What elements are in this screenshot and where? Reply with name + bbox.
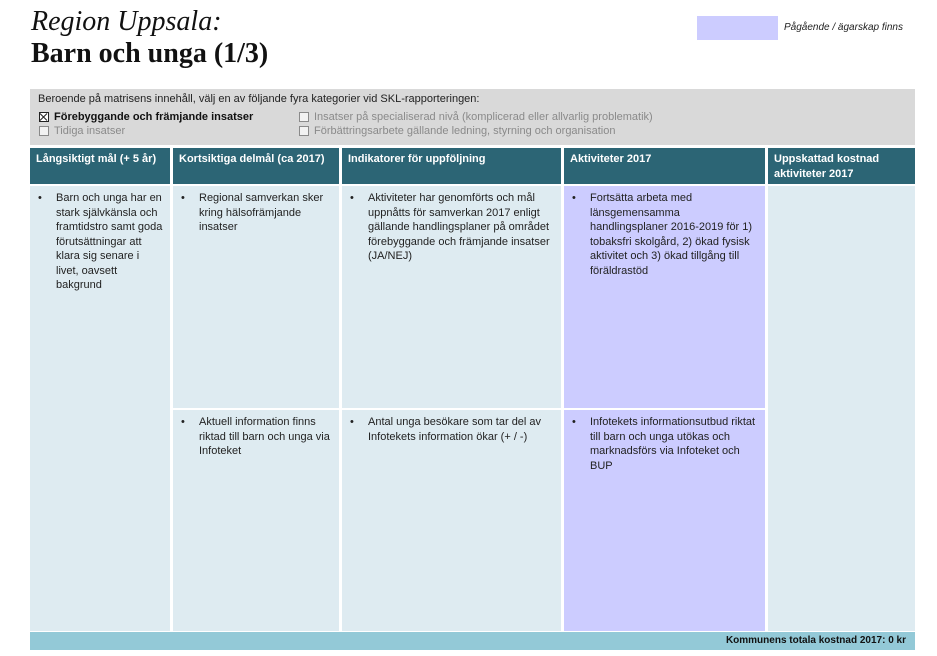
checkbox-icon[interactable]: [299, 126, 309, 136]
header-short-term-goals: Kortsiktiga delmål (ca 2017): [173, 148, 339, 184]
activity-text: Fortsätta arbeta med länsgemensamma handlingsplaner 2016-2019 för 1) tobaksfri skolgård, 2) ökad fysisk aktivitet och 3) ökad tillgång till föräldrastöd: [590, 192, 753, 277]
short-term-goal-text: Aktuell information finns riktad till barn och unga via Infoteket: [199, 416, 330, 457]
category-option-specialized[interactable]: [299, 111, 653, 123]
category-option-label: Förebyggande och främjande insatser: [54, 111, 254, 123]
checked-checkbox-icon[interactable]: [39, 112, 49, 122]
bullet-icon: •: [181, 192, 185, 204]
estimated-cost-cell: [768, 186, 915, 631]
table-header-row: [30, 148, 915, 184]
header-long-term-goal: Långsiktigt mål (+ 5 år): [30, 148, 170, 184]
long-term-goal-text: Barn och unga har en stark självkänsla och framtidstro samt goda förutsättningar att klara sig senare i livet, oavsett bakgrund: [56, 192, 163, 291]
indicator-text: Aktiviteter har genomförts och mål uppnåtts för samverkan 2017 enligt gällande handlingsplaner på området förebyggande och främjande insatser (JA/NEJ): [368, 192, 550, 262]
bullet-icon: •: [350, 192, 354, 204]
category-intro: Beroende på matrisens innehåll, välj en av följande fyra kategorier vid SKL-rapporteringen:: [38, 93, 480, 105]
bullet-icon: •: [572, 416, 576, 428]
total-cost-text: Kommunens totala kostnad 2017: 0 kr: [725, 635, 906, 646]
activity-cell: [564, 410, 765, 631]
bullet-icon: •: [181, 416, 185, 428]
short-term-goal-cell: [173, 186, 339, 408]
category-option-improvement[interactable]: [299, 125, 615, 137]
indicator-cell: [342, 186, 561, 408]
legend-swatch: [697, 16, 778, 40]
short-term-goal-text: Regional samverkan sker kring hälsofrämjande insatser: [199, 192, 324, 233]
activity-cell: [564, 186, 765, 408]
bullet-icon: •: [350, 416, 354, 428]
checkbox-icon[interactable]: [39, 126, 49, 136]
category-option-label: Förbättringsarbete gällande ledning, styrning och organisation: [314, 125, 616, 137]
bullet-icon: •: [572, 192, 576, 204]
indicator-cell: [342, 410, 561, 631]
bullet-icon: •: [38, 192, 42, 204]
category-box: [30, 89, 915, 145]
long-term-goal-cell: [30, 186, 170, 631]
short-term-goal-cell: [173, 410, 339, 631]
category-option-label: Tidiga insatser: [54, 125, 126, 137]
page-title: Barn och unga (1/3): [31, 38, 269, 69]
legend-label: Pågående / ägarskap finns: [784, 22, 903, 33]
activity-text: Infotekets informationsutbud riktat till barn och unga utökas och marknadsförs via Infoteket och BUP: [590, 416, 756, 472]
category-option-label: Insatser på specialiserad nivå (komplicerad eller allvarlig problematik): [314, 111, 653, 123]
category-option-early[interactable]: [39, 125, 125, 137]
footer-total-bar: [30, 632, 915, 650]
checkbox-icon[interactable]: [299, 112, 309, 122]
indicator-text: Antal unga besökare som tar del av Infotekets information ökar (+ / -): [368, 416, 542, 443]
region-title: Region Uppsala:: [31, 6, 222, 37]
category-option-preventive[interactable]: [39, 111, 253, 123]
header-estimated-cost: Uppskattad kostnad aktiviteter 2017: [768, 148, 915, 184]
header-activities: Aktiviteter 2017: [564, 148, 765, 184]
header-indicators: Indikatorer för uppföljning: [342, 148, 561, 184]
